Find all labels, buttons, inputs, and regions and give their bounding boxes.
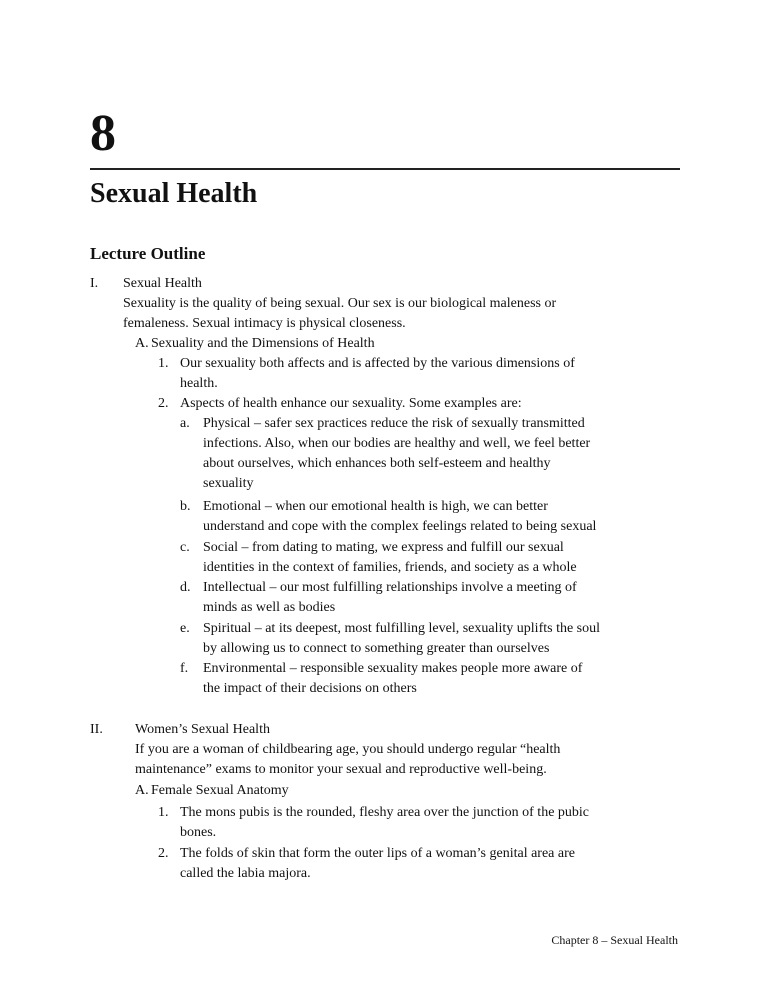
item-marker: 1. (158, 805, 169, 820)
subitem-text-line: minds as well as bodies (203, 600, 336, 615)
subitem-text-line: about ourselves, which enhances both self-esteem and healthy (203, 456, 551, 471)
subitem-marker: a. (180, 416, 190, 431)
subitem-text-line: Intellectual – our most fulfilling relationships involve a meeting of (203, 580, 577, 595)
title-rule (90, 168, 680, 170)
subitem-text-line: Emotional – when our emotional health is high, we can better (203, 499, 548, 514)
outline-text-line: If you are a woman of childbearing age, you should undergo regular “health (135, 742, 561, 757)
subitem-text-line: understand and cope with the complex feelings related to being sexual (203, 519, 597, 534)
item-text-line: health. (180, 376, 218, 391)
item-marker: 2. (158, 396, 169, 411)
item-text-line: Aspects of health enhance our sexuality. Some examples are: (180, 396, 522, 411)
outline-text-line: maintenance” exams to monitor your sexual and reproductive well-being. (135, 762, 547, 777)
subitem-text-line: by allowing us to connect to something greater than ourselves (203, 641, 550, 656)
subitem-text-line: Spiritual – at its deepest, most fulfilling level, sexuality uplifts the soul (203, 621, 601, 636)
section-marker: II. (90, 722, 103, 737)
section-heading: Lecture Outline (90, 244, 206, 263)
subitem-marker: f. (180, 661, 189, 676)
chapter-number: 8 (90, 105, 117, 162)
item-text-line: called the labia majora. (180, 866, 311, 881)
section-title: Women’s Sexual Health (135, 722, 270, 737)
subsection-title: Sexuality and the Dimensions of Health (151, 336, 375, 351)
subitem-text-line: Physical – safer sex practices reduce the risk of sexually transmitted (203, 416, 585, 431)
subitem-text-line: sexuality (203, 476, 254, 491)
item-marker: 1. (158, 356, 169, 371)
outline-text-line: Sexuality is the quality of being sexual. Our sex is our biological maleness or (123, 296, 557, 311)
subitem-marker: e. (180, 621, 190, 636)
outline-text-line: femaleness. Sexual intimacy is physical closeness. (123, 316, 406, 331)
subitem-text-line: infections. Also, when our bodies are healthy and well, we feel better (203, 436, 591, 451)
subsection-title: Female Sexual Anatomy (151, 783, 289, 798)
subitem-text-line: Social – from dating to mating, we express and fulfill our sexual (203, 540, 564, 555)
item-text-line: The folds of skin that form the outer lips of a woman’s genital area are (180, 846, 575, 861)
item-text-line: bones. (180, 825, 217, 840)
subsection-marker: A. (135, 336, 149, 351)
subsection-marker: A. (135, 783, 149, 798)
item-marker: 2. (158, 846, 169, 861)
section-title: Sexual Health (123, 276, 202, 291)
subitem-marker: b. (180, 499, 191, 514)
subitem-marker: c. (180, 540, 190, 555)
page-footer: Chapter 8 – Sexual Health (551, 933, 678, 947)
section-marker: I. (90, 276, 99, 291)
subitem-marker: d. (180, 580, 191, 595)
subitem-text-line: identities in the context of families, friends, and society as a whole (203, 560, 577, 575)
item-text-line: Our sexuality both affects and is affected by the various dimensions of (180, 356, 575, 371)
subitem-text-line: the impact of their decisions on others (203, 681, 417, 696)
chapter-title: Sexual Health (90, 178, 258, 209)
subitem-text-line: Environmental – responsible sexuality makes people more aware of (203, 661, 583, 676)
item-text-line: The mons pubis is the rounded, fleshy area over the junction of the pubic (180, 805, 590, 820)
